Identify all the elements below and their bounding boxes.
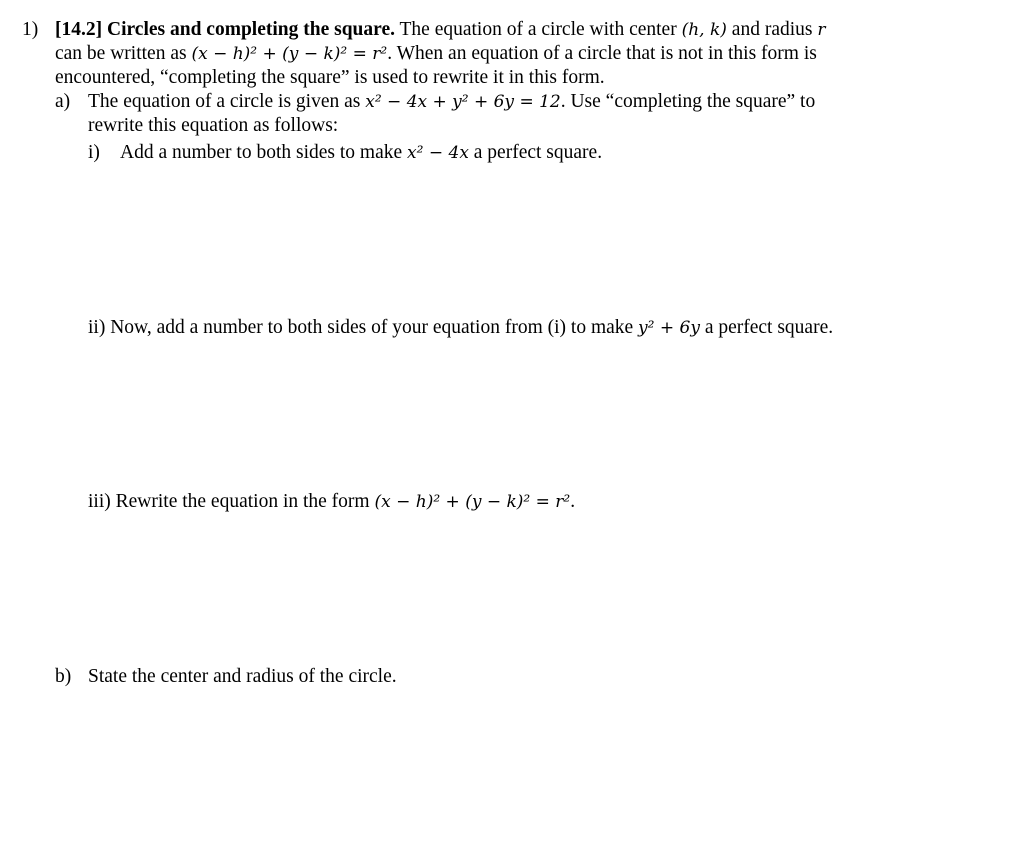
part-a-i-text [120, 141, 602, 165]
label: iii) [88, 491, 111, 512]
part-a-line-2: rewrite this equation as follows: [88, 115, 339, 136]
text: . [570, 491, 576, 512]
text: Rewrite the equation in the form [115, 491, 375, 512]
part-a-i-label: i) [88, 142, 100, 163]
part-a-label: a) [55, 91, 71, 112]
text: a perfect square. [468, 142, 603, 163]
text: . Use “completing the square” to [560, 91, 816, 112]
math-radius: r [817, 20, 826, 40]
part-a-ii [88, 316, 833, 340]
question-line-1 [55, 18, 826, 42]
text: can be written as [55, 43, 192, 64]
question-number: 1) [22, 19, 39, 40]
text: The equation of a circle with center [394, 19, 682, 40]
label: ii) [88, 317, 106, 338]
text: . When an equation of a circle that is not in this form is [387, 43, 817, 64]
math-y-terms: y² + 6y [638, 318, 700, 338]
question-line-3: encountered, “completing the square” is used to rewrite it in this form. [55, 67, 605, 88]
text: The equation of a circle is given as [88, 91, 366, 112]
math-circle-form: (x − h)² + (y − k)² = r² [191, 44, 388, 64]
math-center: (h, k) [681, 20, 727, 40]
math-equation: x² − 4x + y² + 6y = 12 [365, 92, 561, 112]
math-circle-form: (x − h)² + (y − k)² = r² [374, 492, 571, 512]
question-title: [14.2] Circles and completing the square. [55, 19, 395, 40]
text: Now, add a number to both sides of your equation from (i) to make [110, 317, 639, 338]
text: a perfect square. [699, 317, 834, 338]
text: Add a number to both sides to make [120, 142, 408, 163]
text: and radius [726, 19, 818, 40]
part-b-text: State the center and radius of the circle. [88, 666, 397, 687]
part-a-iii [88, 490, 575, 514]
question-line-2 [55, 42, 817, 66]
part-b-label: b) [55, 666, 72, 687]
math-x-terms: x² − 4x [407, 143, 469, 163]
part-a-line-1 [88, 90, 815, 114]
